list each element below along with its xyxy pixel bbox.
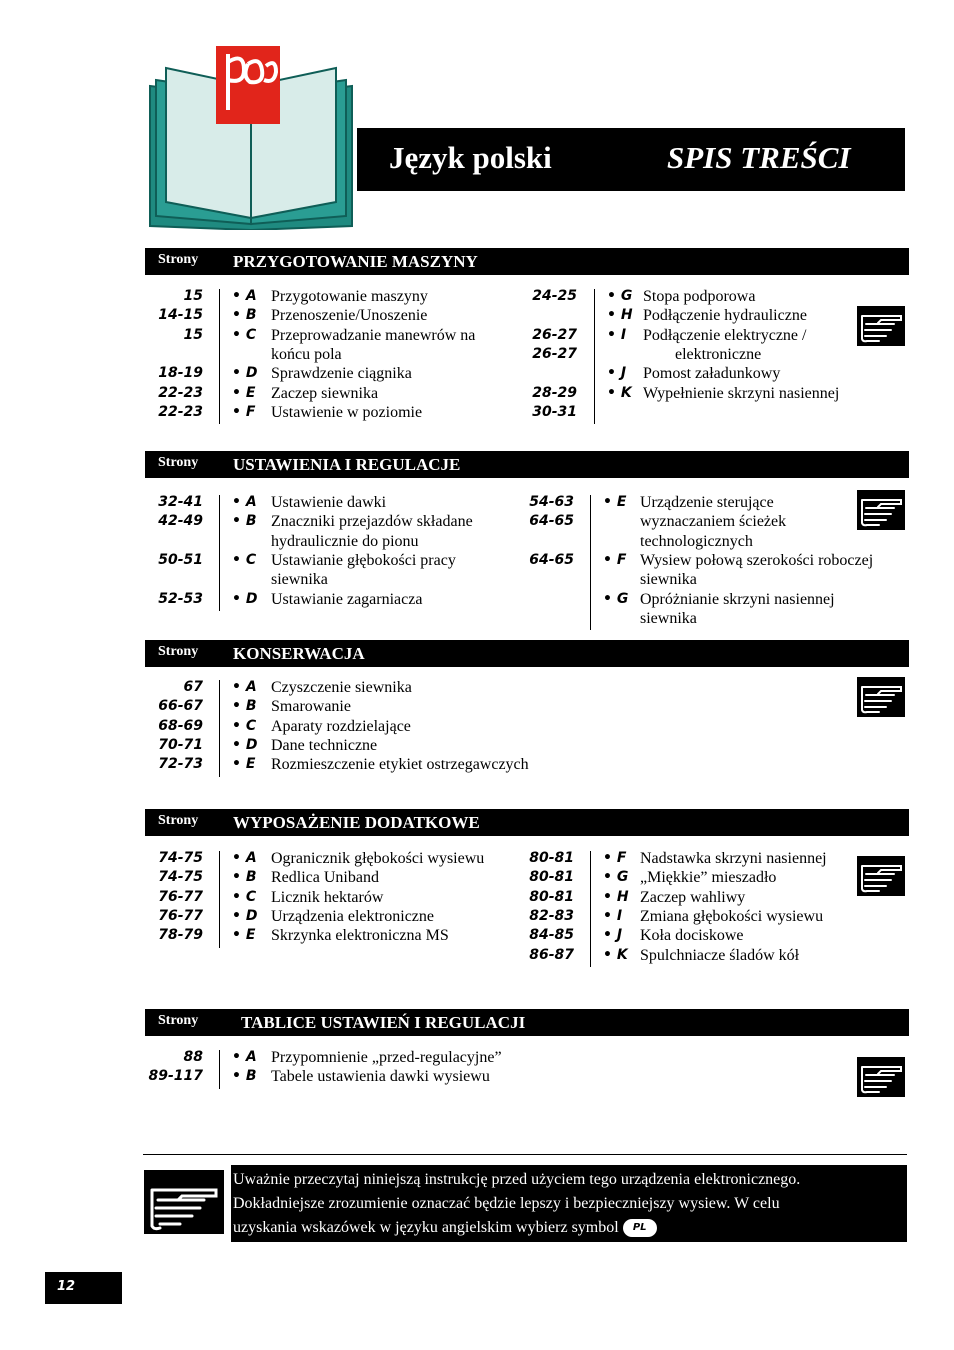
- page-range: 18-19: [158, 365, 203, 382]
- column-divider: [219, 851, 220, 948]
- pointing-hand-icon: [857, 677, 905, 717]
- entry-text[interactable]: Sprawdzenie ciągnika: [271, 365, 412, 383]
- entry-text[interactable]: Opróżnianie skrzyni nasiennej: [640, 590, 835, 608]
- entry-letter: • A: [232, 850, 257, 866]
- page-range: 80-81: [529, 888, 574, 905]
- entry-text[interactable]: siewnika: [271, 571, 328, 589]
- pointing-hand-icon: [857, 490, 905, 530]
- page-range: 28-29: [532, 384, 577, 401]
- page-range: 54-63: [529, 494, 574, 510]
- entry-letter: • B: [232, 869, 257, 886]
- entry-text[interactable]: Przypomnienie „przed-regulacyjne”: [271, 1049, 502, 1066]
- strony-label: Strony: [158, 813, 199, 828]
- page-range: 26-27: [532, 345, 577, 362]
- column-divider: [594, 289, 595, 424]
- section-title: TABLICE USTAWIEŃ I REGULACJI: [241, 1013, 526, 1032]
- entry-letter: • D: [232, 736, 258, 753]
- entry-letter: • F: [232, 403, 256, 420]
- section-header-bar: [145, 451, 909, 478]
- entry-text[interactable]: Nadstawka skrzyni nasiennej: [640, 850, 827, 867]
- entry-letter: • B: [232, 307, 257, 324]
- entry-letter: • H: [607, 307, 633, 324]
- page-range: 89-117: [148, 1068, 203, 1085]
- footer-divider: [143, 1154, 907, 1155]
- entry-text[interactable]: Przeprowadzanie manewrów na: [271, 326, 476, 344]
- page-number: 12: [57, 1279, 76, 1294]
- page-range: 42-49: [158, 513, 203, 530]
- entry-letter: • G: [603, 869, 629, 886]
- entry-text[interactable]: Wysiew połową szerokości roboczej: [640, 551, 874, 569]
- language-title: Język polski: [389, 140, 552, 175]
- notice-line: Dokładniejsze zrozumienie oznaczać będzie lepszy i bezpieczniejszy wysiew. W celu: [233, 1195, 780, 1212]
- entry-text[interactable]: Znaczniki przejazdów składane: [271, 513, 473, 531]
- notice-line: [233, 1216, 657, 1240]
- entry-text[interactable]: Urządzenia elektroniczne: [271, 907, 435, 925]
- page-range: 84-85: [529, 927, 574, 944]
- page-range: 50-51: [158, 551, 203, 568]
- entry-text[interactable]: Przygotowanie maszyny: [271, 288, 428, 305]
- column-divider: [590, 495, 591, 630]
- entry-letter: • C: [232, 717, 257, 734]
- entry-letter: • D: [232, 365, 258, 382]
- entry-letter: • E: [232, 384, 256, 401]
- pointing-hand-icon: [144, 1170, 224, 1234]
- entry-text[interactable]: Czyszczenie siewnika: [271, 679, 412, 696]
- entry-text[interactable]: Spulchniacze śladów kół: [640, 946, 800, 964]
- page-range: 82-83: [529, 907, 574, 924]
- entry-text[interactable]: Rozmieszczenie etykiet ostrzegawczych: [271, 756, 529, 774]
- notice-line-text: uzyskania wskazówek w języku angielskim wybierz symbol: [233, 1219, 619, 1236]
- page-range: 24-25: [532, 288, 577, 304]
- entry-text[interactable]: Tabele ustawienia dawki wysiewu: [271, 1068, 490, 1086]
- entry-letter: • C: [232, 888, 257, 905]
- entry-letter: • E: [232, 756, 256, 773]
- entry-letter: • K: [607, 384, 632, 401]
- column-divider: [219, 1050, 220, 1089]
- page-number-box: [45, 1272, 122, 1304]
- page-range: 26-27: [532, 326, 577, 343]
- entry-letter: • B: [232, 513, 257, 530]
- page-range: 15: [183, 288, 203, 304]
- entry-letter: • A: [232, 288, 257, 304]
- entry-text[interactable]: Ustawianie głębokości pracy: [271, 551, 456, 569]
- strony-label: Strony: [158, 644, 199, 659]
- page-range: 14-15: [158, 307, 203, 324]
- entry-text[interactable]: siewnika: [640, 609, 697, 627]
- page-range: 30-31: [532, 403, 577, 420]
- entry-letter: • D: [232, 907, 258, 924]
- entry-text[interactable]: Podłączenie hydrauliczne: [643, 307, 807, 325]
- entry-text[interactable]: Pomost załadunkowy: [643, 365, 781, 383]
- page-range: 64-65: [529, 513, 574, 530]
- entry-letter: • B: [232, 1068, 257, 1085]
- page-range: 32-41: [158, 494, 203, 510]
- strony-label: Strony: [158, 455, 199, 470]
- notice-line: Uważnie przeczytaj niniejszą instrukcję przed użyciem tego urządzenia elektronicznego.: [233, 1171, 801, 1188]
- entry-text[interactable]: Ogranicznik głębokości wysiewu: [271, 850, 485, 867]
- column-divider: [219, 289, 220, 424]
- strony-label: Strony: [158, 1013, 199, 1028]
- page-range: 78-79: [158, 927, 203, 944]
- page-range: 15: [183, 326, 203, 343]
- page-range: 66-67: [158, 698, 203, 715]
- entry-letter: • J: [603, 927, 623, 944]
- column-divider: [219, 680, 220, 777]
- entry-text[interactable]: Zmiana głębokości wysiewu: [640, 907, 824, 925]
- entry-letter: • D: [232, 590, 258, 607]
- entry-letter: • F: [603, 551, 627, 568]
- entry-letter: • K: [603, 946, 628, 963]
- entry-text[interactable]: Ustawianie zagarniacza: [271, 590, 423, 608]
- section-title: PRZYGOTOWANIE MASZYNY: [233, 252, 478, 271]
- section-header-bar: [145, 640, 909, 667]
- entry-text[interactable]: Smarowanie: [271, 698, 351, 716]
- page-title: SPIS TREŚCI: [667, 140, 851, 175]
- entry-letter: • G: [607, 288, 633, 304]
- entry-letter: • B: [232, 698, 257, 715]
- entry-text[interactable]: Zaczep siewnika: [271, 384, 379, 402]
- entry-text[interactable]: Podłączenie elektryczne /: [643, 326, 807, 344]
- section-header-bar: [145, 1009, 909, 1036]
- entry-text[interactable]: wyznaczaniem ścieżek: [640, 513, 787, 531]
- page-range: 68-69: [158, 717, 203, 734]
- page-range: 64-65: [529, 551, 574, 568]
- entry-text[interactable]: Urządzenie sterujące: [640, 494, 774, 511]
- page-range: 67: [183, 679, 203, 695]
- entry-text[interactable]: hydraulicznie do pionu: [271, 532, 419, 550]
- entry-letter: • E: [603, 494, 627, 510]
- section-title: WYPOSAŻENIE DODATKOWE: [233, 813, 480, 832]
- page-range: 74-75: [158, 850, 203, 866]
- section-title: USTAWIENIA I REGULACJE: [233, 455, 461, 474]
- book-logo-icon: [148, 46, 356, 230]
- column-divider: [219, 495, 220, 611]
- entry-letter: • A: [232, 679, 257, 695]
- entry-text[interactable]: elektroniczne: [643, 345, 762, 363]
- pointing-hand-icon: [857, 306, 905, 346]
- entry-letter: • I: [603, 907, 623, 924]
- entry-text[interactable]: Wypełnienie skrzyni nasiennej: [643, 384, 840, 402]
- page-range: 76-77: [158, 907, 203, 924]
- page-range: 72-73: [158, 756, 203, 773]
- entry-letter: • G: [603, 590, 629, 607]
- section-header-bar: [145, 809, 909, 836]
- entry-letter: • E: [232, 927, 256, 944]
- entry-letter: • J: [607, 365, 627, 382]
- section-header-bar: [145, 248, 909, 275]
- entry-text[interactable]: Zaczep wahliwy: [640, 888, 746, 906]
- entry-text[interactable]: Stopa podporowa: [643, 288, 756, 305]
- pointing-hand-icon: [857, 856, 905, 896]
- entry-letter: • C: [232, 326, 257, 343]
- page-range: 76-77: [158, 888, 203, 905]
- entry-letter: • H: [603, 888, 629, 905]
- entry-text[interactable]: Licznik hektarów: [271, 888, 384, 906]
- page-range: 80-81: [529, 869, 574, 886]
- footer-notice: [231, 1165, 907, 1242]
- column-divider: [590, 851, 591, 967]
- page-range: 70-71: [158, 736, 203, 753]
- entry-text[interactable]: Redlica Uniband: [271, 869, 379, 887]
- entry-letter: • F: [603, 850, 627, 866]
- entry-text[interactable]: Aparaty rozdzielające: [271, 717, 411, 735]
- page-range: 88: [183, 1049, 203, 1065]
- section-title: KONSERWACJA: [233, 644, 365, 663]
- entry-letter: • A: [232, 494, 257, 510]
- entry-letter: • A: [232, 1049, 257, 1065]
- page-range: 80-81: [529, 850, 574, 866]
- entry-text[interactable]: Przenoszenie/Unoszenie: [271, 307, 428, 325]
- entry-text[interactable]: technologicznych: [640, 532, 753, 550]
- entry-text[interactable]: Ustawienie dawki: [271, 494, 387, 511]
- page-range: 52-53: [158, 590, 203, 607]
- entry-letter: • I: [607, 326, 627, 343]
- title-bar: [357, 128, 905, 191]
- entry-text[interactable]: Dane techniczne: [271, 736, 378, 754]
- strony-label: Strony: [158, 252, 199, 267]
- entry-text[interactable]: „Miękkie” mieszadło: [640, 869, 777, 887]
- entry-text[interactable]: Koła dociskowe: [640, 927, 744, 945]
- entry-text[interactable]: Skrzynka elektroniczna MS: [271, 927, 449, 945]
- page-range: 74-75: [158, 869, 203, 886]
- entry-text[interactable]: siewnika: [640, 571, 697, 589]
- entry-text[interactable]: Ustawienie w poziomie: [271, 403, 423, 421]
- entry-text[interactable]: końcu pola: [271, 345, 342, 363]
- page-range: 22-23: [158, 384, 203, 401]
- pl-language-badge[interactable]: PL: [623, 1219, 657, 1237]
- page-range: 22-23: [158, 403, 203, 420]
- page-range: 86-87: [529, 946, 574, 963]
- pointing-hand-icon: [857, 1057, 905, 1097]
- entry-letter: • C: [232, 551, 257, 568]
